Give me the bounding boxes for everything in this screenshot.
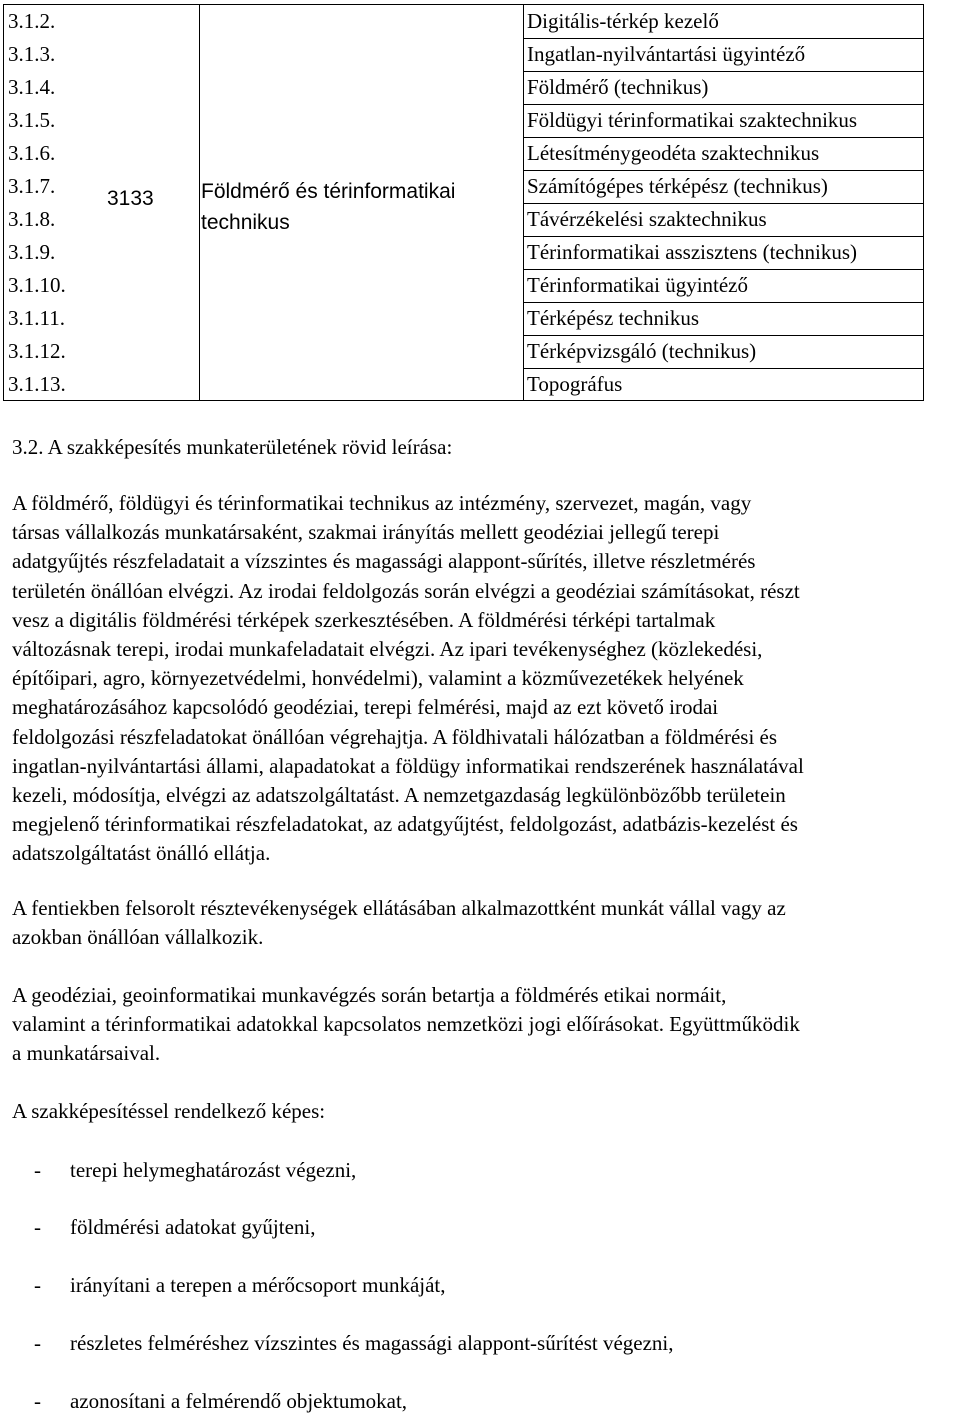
paragraph-line: építőipari, agro, környezetvédelmi, honvédelmi), valamint a közművezetékek helyének [12, 666, 744, 691]
paragraph-ethics [12, 981, 952, 1069]
paragraph-line: adatgyűjtés részfeladatait a vízszintes és magassági alappont-sűrítés, illetve részletmérés [12, 549, 756, 574]
list-bullet-dash: - [34, 1215, 41, 1239]
table-column-divider [199, 5, 200, 400]
occupation-name [201, 176, 455, 238]
table-row-number: 3.1.9. [8, 240, 56, 264]
paragraph-line: valamint a térinformatikai adatokkal kapcsolatos nemzetközi jogi előírásokat. Együttműködik [12, 1012, 800, 1037]
list-item [34, 1386, 407, 1416]
paragraph-line: kezeli, módosítja, elvégzi az adatszolgáltatást. A nemzetgazdaság legkülönbözőbb területein [12, 783, 786, 808]
paragraph-employment [12, 894, 952, 952]
occupation-code: 3133 [107, 187, 154, 210]
table-row-occupation: Térképvizsgáló (technikus) [527, 339, 757, 363]
paragraph-line: adatszolgáltatást önálló ellátja. [12, 841, 271, 866]
table-row-divider [523, 71, 923, 72]
table-row-occupation: Térinformatikai asszisztens (technikus) [527, 240, 858, 264]
table-row-divider [523, 236, 923, 237]
table-row-divider [523, 104, 923, 105]
paragraph-line: A geodéziai, geoinformatikai munkavégzés során betartja a földmérés etikai normáit, [12, 983, 727, 1007]
table-row-divider [523, 269, 923, 270]
occupation-name-line: Földmérő és térinformatikai [201, 180, 456, 203]
list-bullet-dash: - [34, 1273, 41, 1297]
table-row-occupation: Digitális-térkép kezelő [527, 9, 719, 33]
table-row-divider [523, 170, 923, 171]
table-row-divider [523, 302, 923, 303]
table-row-occupation: Földügyi térinformatikai szaktechnikus [527, 108, 858, 132]
paragraph-line: A fentiekben felsorolt résztevékenységek ellátásában alkalmazottként munkát vállal vagy az [12, 896, 786, 920]
paragraph-line: a munkatársaival. [12, 1041, 161, 1066]
table-row-number: 3.1.11. [8, 306, 65, 330]
paragraph-line: társas vállalkozás munkatársaként, szakmai irányítás mellett geodéziai jellegű terepi [12, 520, 720, 545]
list-item-text: részletes felméréshez vízszintes és magassági alappont-sűrítést végezni, [70, 1331, 674, 1355]
table-row-divider [523, 38, 923, 39]
table-row-number: 3.1.13. [8, 372, 66, 396]
table-row-number: 3.1.3. [8, 42, 56, 66]
list-item [34, 1212, 316, 1242]
table-row-occupation: Számítógépes térképész (technikus) [527, 174, 828, 198]
table-row-number: 3.1.10. [8, 273, 66, 297]
list-item [34, 1270, 446, 1300]
table-row-occupation: Térinformatikai ügyintéző [527, 273, 749, 297]
paragraph-line: A földmérő, földügyi és térinformatikai technikus az intézmény, szervezet, magán, vagy [12, 491, 752, 515]
table-row-divider [523, 203, 923, 204]
list-item [34, 1155, 356, 1185]
occupation-name-line: technikus [201, 211, 290, 234]
paragraph-work-description [12, 489, 952, 869]
table-row-number: 3.1.2. [8, 9, 56, 33]
table-row-number: 3.1.12. [8, 339, 66, 363]
table-row-occupation: Ingatlan-nyilvántartási ügyintéző [527, 42, 806, 66]
table-row-occupation: Földmérő (technikus) [527, 75, 709, 99]
list-bullet-dash: - [34, 1158, 41, 1182]
paragraph-line: meghatározásához kapcsolódó geodéziai, terepi felmérési, majd az ezt követő irodai [12, 695, 719, 720]
list-item-text: terepi helymeghatározást végezni, [70, 1158, 357, 1182]
table-row-divider [523, 335, 923, 336]
table-row-divider [523, 137, 923, 138]
table-row-divider [523, 368, 923, 369]
paragraph-capabilities-intro: A szakképesítéssel rendelkező képes: [12, 1099, 326, 1123]
table-row-occupation: Létesítménygeodéta szaktechnikus [527, 141, 820, 165]
table-row-number: 3.1.5. [8, 108, 56, 132]
table-row-number: 3.1.6. [8, 141, 56, 165]
table-row-number: 3.1.4. [8, 75, 56, 99]
paragraph-line: területén önállóan elvégzi. Az irodai feldolgozás során elvégzi a geodéziai számításokat, részt [12, 578, 800, 603]
table-row-number: 3.1.8. [8, 207, 56, 231]
list-bullet-dash: - [34, 1331, 41, 1355]
list-item [34, 1328, 674, 1358]
occupation-table [3, 4, 924, 401]
paragraph-line: vesz a digitális földmérési térképek szerkesztésében. A földmérési térképi tartalmak [12, 607, 716, 632]
table-row-occupation: Topográfus [527, 372, 623, 396]
paragraph-line: ingatlan-nyilvántartási állami, alapadatokat a földügy informatikai rendszerének használatával [12, 753, 804, 778]
list-item-text: földmérési adatokat gyűjteni, [70, 1215, 316, 1239]
list-bullet-dash: - [34, 1389, 41, 1413]
table-row-number: 3.1.7. [8, 174, 56, 198]
table-row-occupation: Térképész technikus [527, 306, 700, 330]
paragraph-line: feldolgozási részfeladatokat önállóan végrehajtja. A földhivatali hálózatban a földmérési és [12, 724, 778, 749]
list-item-text: irányítani a terepen a mérőcsoport munkáját, [70, 1273, 446, 1297]
paragraph-line: azokban önállóan vállalkozik. [12, 925, 264, 950]
list-item-text: azonosítani a felmérendő objektumokat, [70, 1389, 408, 1413]
paragraph-line: változásnak terepi, irodai munkafeladatait elvégzi. Az ipari tevékenységhez (közlekedési, [12, 637, 763, 662]
paragraph-line: megjelenő térinformatikai részfeladatokat, az adatgyűjtést, feldolgozást, adatbázis-kezelést és [12, 812, 798, 837]
table-row-occupation: Távérzékelési szaktechnikus [527, 207, 767, 231]
section-heading: 3.2. A szakképesítés munkaterületének rövid leírása: [12, 435, 453, 459]
